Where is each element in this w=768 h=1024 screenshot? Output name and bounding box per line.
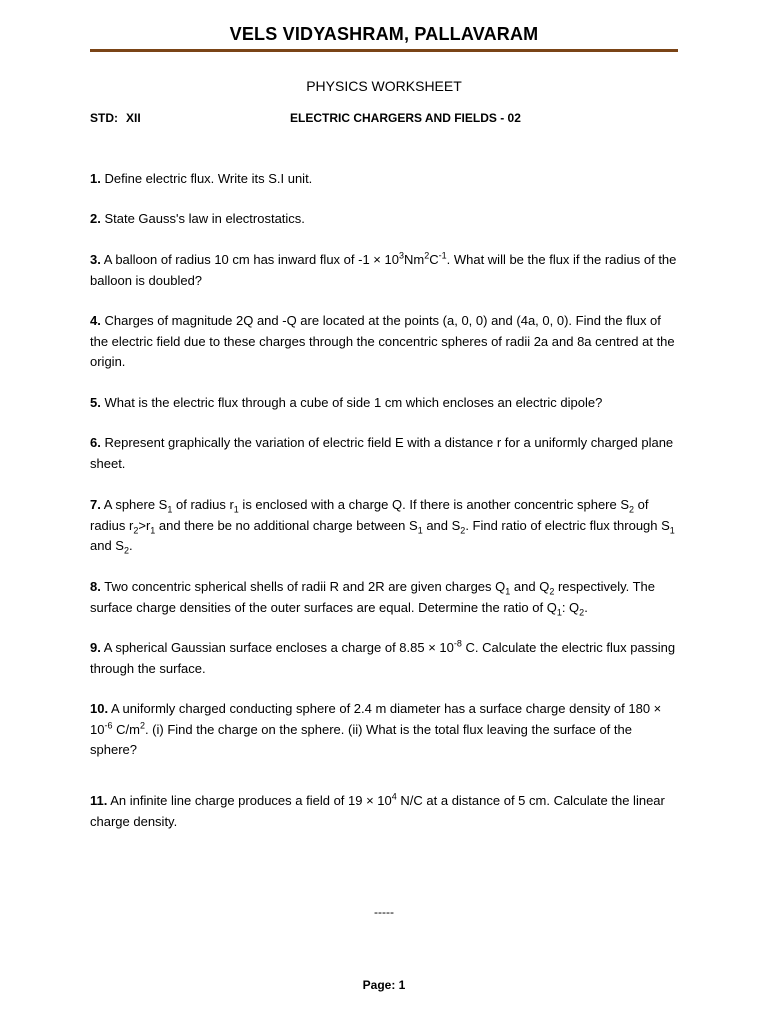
question-9 [90,638,682,679]
question-1 [90,169,682,190]
worksheet-title: PHYSICS WORKSHEET [306,78,462,94]
header-rule [90,49,678,52]
question-number: 2. [90,211,101,226]
question-4 [90,311,682,373]
question-text: A balloon of radius 10 cm has inward flux of $-1 \times 10^3Nm^2C^{-1}$. What will be the flux if the radius of the balloon is doubled? [90,250,677,288]
question-11 [90,791,682,832]
chapter-title: ELECTRIC CHARGERS AND FIELDS - 02 [290,111,521,125]
question-text: What is the electric flux through a cube of side 1 cm which encloses an electric dipole? [104,395,603,410]
question-7 [90,495,682,557]
question-number: 3. [90,252,101,267]
question-5 [90,393,682,414]
question-number: 7. [90,497,101,512]
std-label: STD: [90,111,118,125]
question-8 [90,577,682,618]
question-number: 11. [90,793,108,808]
question-text: Represent graphically the variation of electric field E with a distance r for a uniformly charged plane sheet. [90,435,674,471]
question-text: An infinite line charge produces a field of $19 \times 10^4$ N/C at a distance of 5 cm. Calculate the linear charge density. [90,791,665,829]
question-text: A spherical Gaussian surface encloses a charge of $8.85 \times 10^{-8}$ C. Calculate the electric flux passing through the surface. [90,638,676,676]
std-value: XII [126,111,141,125]
question-number: 6. [90,435,101,450]
question-6 [90,433,682,474]
question-3 [90,250,682,291]
page-number: Page: 1 [362,978,406,992]
question-number: 4. [90,313,101,328]
std-line [90,111,141,125]
question-2 [90,209,682,230]
question-number: 9. [90,640,101,655]
question-text: State Gauss's law in electrostatics. [104,211,305,226]
question-number: 8. [90,579,101,594]
question-text: A sphere $S_1$ of radius $r_1$ is enclosed with a charge Q. If there is another concentric sphere $S_2$ of radius $r_2>r_1$ and there be no additional charge between $S_1$ and $S_2$. Find ratio of electric flux through $S_1$ and $S_2$. [90,497,675,556]
question-number: 1. [90,171,101,186]
question-10 [90,699,682,761]
question-text: Define electric flux. Write its S.I unit. [104,171,313,186]
question-number: 10. [90,701,109,716]
question-text: Two concentric spherical shells of radii R and 2R are given charges $Q_1$ and $Q_2$ respectively. The surface charge densities of the outer surfaces are equal. Determine the ratio of $Q_1$: $Q_2$. [90,579,656,618]
end-mark: ----- [374,905,394,919]
question-text: A uniformly charged conducting sphere of 2.4 m diameter has a surface charge density of $180 \times 10^{-6}$ $C/m^2$. (i) Find the charge on the sphere. (ii) What is the total flux leaving the surface of the sphere? [90,701,662,757]
school-name: VELS VIDYASHRAM, PALLAVARAM [229,24,539,44]
question-number: 5. [90,395,101,410]
question-text: Charges of magnitude 2Q and -Q are located at the points (a, 0, 0) and (4a, 0, 0). Find the flux of the electric field due to these charges through the concentric spheres of radii 2a and 8a centred at the origin. [90,313,675,369]
